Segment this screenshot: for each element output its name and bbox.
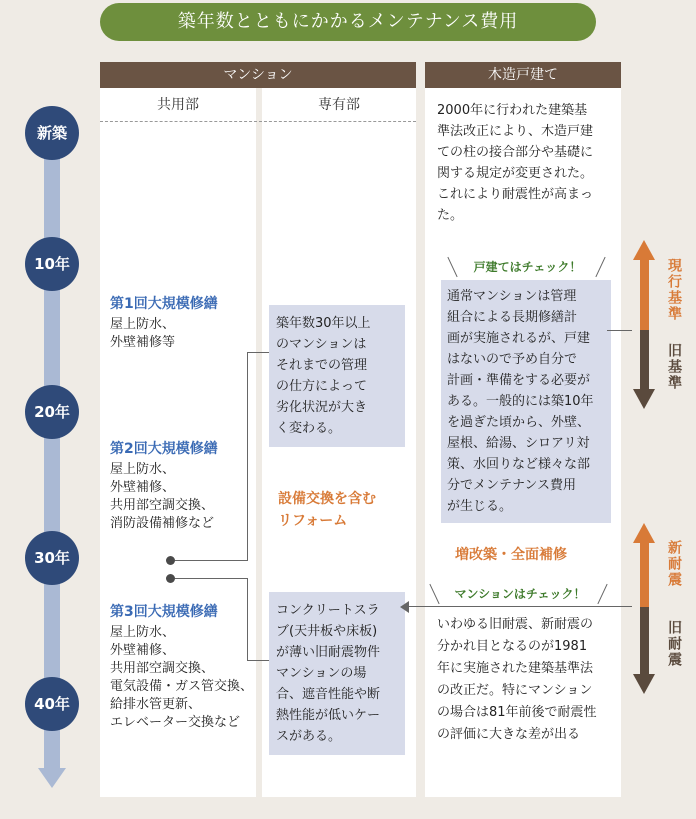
common-subheader: 共用部: [157, 97, 199, 113]
repair-2-items: 屋上防水、 外壁補修、 共用部空調交換、 消防設備補修など: [110, 462, 215, 531]
divider: [100, 121, 416, 122]
repair-3-items: 屋上防水、 外壁補修、 共用部空調交換、 電気設備・ガス管交換、 給排水管更新、 エレベーター交換など: [110, 625, 254, 730]
mansion-check-text: いわゆる旧耐震、新耐震の 分かれ目となるのが1981 年に実施された建築基準法 の改正だ。特にマンション の場合は81年前後で耐震性 の評価に大きな差が出る: [437, 617, 597, 742]
check-arrow-icon: [400, 601, 409, 613]
house-check-label: 戸建てはチェック！: [473, 260, 582, 274]
repair-1-items: 屋上防水、 外壁補修等: [110, 317, 176, 350]
timeline-node-40: 40年: [25, 677, 79, 731]
mansion-check-label: マンションはチェック！: [454, 587, 586, 601]
house-header: 木造戸建て: [425, 62, 621, 88]
connector-dot-2: [166, 574, 175, 583]
connector-line-2: [175, 578, 248, 579]
timeline-node-new: 新築: [25, 106, 79, 160]
arrow-down-dark-icon: [633, 389, 655, 409]
repair-2-heading: 第2回大規模修繕: [110, 441, 218, 457]
current-standard-label: 現行基準: [666, 258, 682, 322]
check-arrow-line: [406, 606, 632, 607]
old-quake-label: 旧耐震: [666, 620, 682, 668]
timeline-arrow-icon: [38, 768, 66, 788]
house-check-note: 通常マンションは管理 組合による長期修繕計 画が実施されるが、戸建 はないので予め自分で 計画・準備をする必要が ある。一般的には築10年 を過ぎた頃から、外壁、 屋根、給湯、シロアリ対 策、水回りなど様々な部 分でメンテナンス費用 が生じる。: [441, 280, 611, 523]
timeline-node-10: 10年: [25, 237, 79, 291]
timeline-node-30: 30年: [25, 531, 79, 585]
old-quake-bar: [640, 607, 649, 675]
timeline-spine: [44, 140, 60, 770]
mansion-header: マンション: [100, 62, 416, 88]
repair-1-heading: 第1回大規模修繕: [110, 296, 218, 312]
arrow-down-dark-icon-2: [633, 674, 655, 694]
private-subheader: 専有部: [318, 97, 360, 113]
connector-dot-1: [166, 556, 175, 565]
private-note-2: コンクリートスラ ブ(天井板や床板) が薄い旧耐震物件 マンションの場 合、遮音性能や断 熱性能が低いケー スがある。: [269, 592, 405, 755]
page-title: 築年数とともにかかるメンテナンス費用: [100, 3, 596, 41]
check-link-line: [607, 330, 632, 331]
private-note-1: 築年数30年以上 のマンションは それまでの管理 の仕方によって 劣化状況が大き く変わる。: [269, 305, 405, 447]
repair-3-heading: 第3回大規模修繕: [110, 604, 218, 620]
house-intro: 2000年に行われた建築基 準法改正により、木造戸建 ての柱の接合部分や基礎に 関する規定が変更された。 これにより耐震性が高まっ た。: [437, 103, 594, 223]
new-quake-bar: [640, 542, 649, 607]
extension-label: 増改築・全面補修: [455, 547, 567, 563]
timeline-node-20: 20年: [25, 385, 79, 439]
connector-line-2t: [247, 660, 269, 661]
connector-line-1t: [247, 352, 269, 353]
connector-line-1: [175, 560, 248, 561]
old-standard-label: 旧基準: [666, 343, 682, 391]
old-standard-bar: [640, 330, 649, 390]
reform-label: 設備交換を含む リフォーム: [278, 491, 376, 529]
arrow-up-orange-icon: [633, 240, 655, 260]
connector-line-1v: [247, 352, 248, 561]
new-quake-label: 新耐震: [666, 540, 682, 588]
arrow-up-orange-icon-2: [633, 523, 655, 543]
current-standard-bar: [640, 259, 649, 330]
connector-line-2v: [247, 578, 248, 660]
